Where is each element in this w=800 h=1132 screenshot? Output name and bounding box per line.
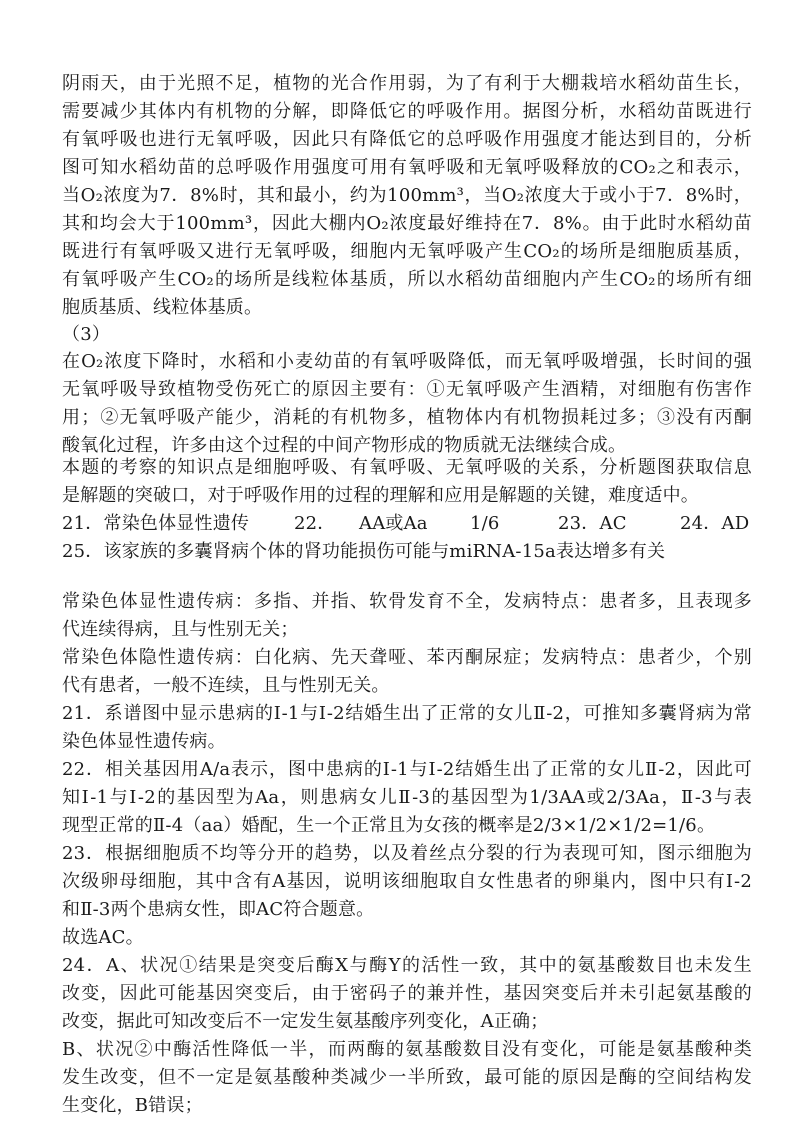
text-line: 改变，据此可知改变后不一定发生氨基酸序列变化，A正确； — [62, 1011, 549, 1032]
answer-22-genotype: AA或Aa — [359, 513, 428, 534]
text-line: 当O₂浓度为7．8%时，其和最小，约为100mm³，当O₂浓度大于或小于7．8%时， — [62, 185, 752, 206]
text-line: 21．系谱图中显示患病的Ⅰ-1与Ⅰ-2结婚生出了正常的女儿Ⅱ-2，可推知多囊肾病为常 — [62, 703, 752, 724]
text-line: 需要减少其体内有机物的分解，即降低它的呼吸作用。据图分析，水稻幼苗既进行 — [62, 101, 752, 122]
text-line: 是解题的突破口，对于呼吸作用的过程的理解和应用是解题的关键，难度适中。 — [62, 485, 699, 506]
text-line: 代连续得病，且与性别无关； — [62, 619, 299, 640]
text-line: 图可知水稻幼苗的总呼吸作用强度可用有氧呼吸和无氧呼吸释放的CO₂之和表示， — [62, 157, 752, 178]
answer-22-probability: 1/6 — [470, 513, 500, 534]
text-line: 本题的考察的知识点是细胞呼吸、有氧呼吸、无氧呼吸的关系，分析题图获取信息 — [62, 457, 752, 478]
text-line: 现型正常的Ⅱ-4（aa）婚配，生一个正常且为女孩的概率是2/3×1/2×1/2=1/6。 — [62, 815, 716, 836]
text-line: 改变，因此可能基因突变后，由于密码子的兼并性，基因突变后并未引起氨基酸的 — [62, 983, 752, 1004]
section-marker: （3） — [62, 324, 111, 345]
text-line: 23．根据细胞质不均等分开的趋势，以及着丝点分裂的行为表现可知，图示细胞为 — [62, 843, 752, 864]
text-line: B、状况②中酶活性降低一半，而两酶的氨基酸数目没有变化，可能是氨基酸种类 — [62, 1039, 752, 1060]
text-line: 无氧呼吸导致植物受伤死亡的原因主要有：①无氧呼吸产生酒精，对细胞有伤害作 — [62, 379, 752, 400]
text-line: 代有患者，一般不连续，且与性别无关。 — [62, 675, 390, 696]
text-line: 有氧呼吸也进行无氧呼吸，因此只有降低它的总呼吸作用强度才能达到目的，分析 — [62, 129, 752, 150]
text-line: 常染色体隐性遗传病：白化病、先天聋哑、苯丙酮尿症；发病特点：患者少，个别 — [62, 647, 752, 668]
text-line: 染色体显性遗传病。 — [62, 731, 226, 752]
text-line: 酸氧化过程，许多由这个过程的中间产物形成的物质就无法继续合成。 — [62, 435, 627, 456]
text-line: 故选AC。 — [62, 927, 144, 948]
text-line: 阴雨天，由于光照不足，植物的光合作用弱，为了有利于大棚栽培水稻幼苗生长， — [62, 73, 752, 94]
text-line: 胞质基质、线粒体基质。 — [62, 297, 263, 318]
text-line: 24．A、状况①结果是突变后酶X与酶Y的活性一致，其中的氨基酸数目也未发生 — [62, 955, 752, 976]
answer-24: 24．AD — [680, 513, 750, 534]
text-line: 和Ⅱ-3两个患病女性，即AC符合题意。 — [62, 899, 375, 920]
text-line: 既进行有氧呼吸又进行无氧呼吸，细胞内无氧呼吸产生CO₂的场所是细胞质基质， — [62, 241, 752, 262]
text-line: 常染色体显性遗传病：多指、并指、软骨发育不全，发病特点：患者多，且表现多 — [62, 591, 752, 612]
text-line: 用；②无氧呼吸产能少，消耗的有机物多，植物体内有机物损耗过多；③没有丙酮 — [62, 407, 752, 428]
text-line: 22．相关基因用A/a表示，图中患病的Ⅰ-1与Ⅰ-2结婚生出了正常的女儿Ⅱ-2，因此可 — [62, 759, 752, 780]
text-line: 生变化，B错误； — [62, 1095, 203, 1116]
text-line: 在O₂浓度下降时，水稻和小麦幼苗的有氧呼吸降低，而无氧呼吸增强，长时间的强 — [62, 351, 752, 372]
answer-23: 23．AC — [558, 513, 627, 534]
answer-22-label: 22． — [294, 513, 336, 534]
text-line: 其和均会大于100mm³，因此大棚内O₂浓度最好维持在7．8%。由于此时水稻幼苗 — [62, 213, 752, 234]
answer-25: 25．该家族的多囊肾病个体的肾功能损伤可能与miRNA-15a表达增多有关 — [62, 541, 666, 562]
text-line: 有氧呼吸产生CO₂的场所是线粒体基质，所以水稻幼苗细胞内产生CO₂的场所有细 — [62, 269, 752, 290]
text-line: 知Ⅰ-1与Ⅰ-2的基因型为Aa，则患病女儿Ⅱ-3的基因型为1/3AA或2/3Aa，Ⅱ-3与表 — [62, 787, 752, 808]
answer-row — [62, 512, 752, 538]
text-line: 发生改变，但不一定是氨基酸种类减少一半所致，最可能的原因是酶的空间结构发 — [62, 1067, 752, 1088]
answer-21: 21．常染色体显性遗传 — [62, 513, 250, 534]
text-line: 次级卵母细胞，其中含有A基因，说明该细胞取自女性患者的卵巢内，图中只有Ⅰ-2 — [62, 871, 752, 892]
